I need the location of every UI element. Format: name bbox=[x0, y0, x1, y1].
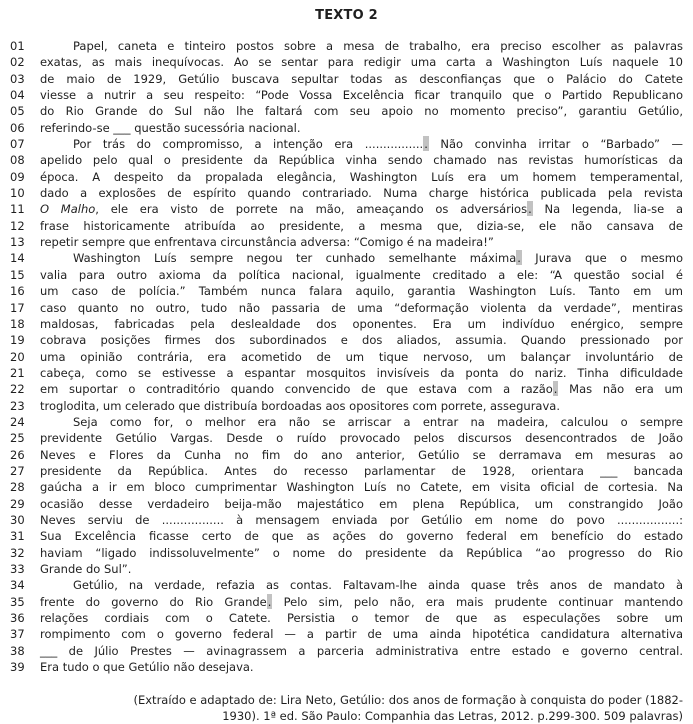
text-segment: troglodita, um celerado que distribuía bordoadas aos opositores com porrete, assegurava. bbox=[40, 398, 560, 413]
text-line-02 bbox=[0, 54, 693, 70]
text-line-27 bbox=[0, 463, 693, 479]
text-line-08 bbox=[0, 152, 693, 168]
document-title: TEXTO 2 bbox=[315, 8, 378, 23]
line-number: 27 bbox=[10, 463, 25, 478]
text-line-18 bbox=[0, 316, 693, 332]
line-number: 25 bbox=[10, 431, 25, 446]
line-text bbox=[40, 479, 683, 495]
text-segment: ___ de Júlio Prestes — avinagrassem a parceria administrativa entre estado e governo central. bbox=[40, 643, 683, 658]
text-line-31 bbox=[0, 528, 693, 544]
line-number: 04 bbox=[10, 88, 25, 103]
line-text bbox=[40, 218, 683, 234]
text-line-07 bbox=[0, 136, 693, 152]
line-number: 15 bbox=[10, 267, 25, 282]
text-line-17 bbox=[0, 300, 693, 316]
text-segment: , ele era visto de porrete na mão, ameaçando os adversários bbox=[95, 202, 528, 217]
line-number: 32 bbox=[10, 545, 25, 560]
text-segment: Sua Excelência ficasse certo de que as ações do governo federal em benefício do estado bbox=[40, 529, 683, 544]
line-number: 11 bbox=[10, 202, 25, 217]
text-line-22 bbox=[0, 381, 693, 397]
text-line-21 bbox=[0, 365, 693, 381]
line-number: 10 bbox=[10, 186, 25, 201]
text-line-38 bbox=[0, 643, 693, 659]
text-line-26 bbox=[0, 447, 693, 463]
line-number: 06 bbox=[10, 120, 25, 135]
text-segment: Neves serviu de ................. à mensagem enviada por Getúlio em nome do povo .................: bbox=[40, 512, 683, 527]
text-line-12 bbox=[0, 218, 693, 234]
line-number: 18 bbox=[10, 316, 25, 331]
text-segment: Grande do Sul”. bbox=[40, 562, 132, 576]
line-text bbox=[40, 430, 683, 446]
text-segment: exatas, as mais inequívocas. Ao se sentar para redigir uma carta a Washington Luís naquele 10 bbox=[40, 55, 683, 70]
line-text bbox=[40, 87, 683, 103]
line-number: 19 bbox=[10, 333, 25, 348]
text-line-23 bbox=[0, 398, 693, 414]
text-segment: em suportar o contraditório quando convencido de que estava com a razão bbox=[40, 382, 553, 397]
numbered-text-body bbox=[0, 38, 693, 675]
text-line-04 bbox=[0, 87, 693, 103]
line-text bbox=[40, 201, 683, 217]
text-segment: gaúcha a ir em bloco cumprimentar Washington Luís no Catete, em visita oficial de cortesia. Na bbox=[40, 480, 683, 495]
text-line-11 bbox=[0, 201, 693, 217]
line-text bbox=[40, 545, 683, 561]
text-segment: uma opinião contrária, era acometido de um tique nervoso, um balançar involuntário de bbox=[40, 349, 683, 364]
text-line-16 bbox=[0, 283, 693, 299]
text-segment: época. A despeito da propalada elegância, Washington Luís era um homem temperamental, bbox=[40, 169, 683, 184]
line-text bbox=[40, 38, 683, 54]
text-line-06 bbox=[0, 120, 693, 136]
line-number: 38 bbox=[10, 643, 25, 658]
line-text bbox=[40, 512, 683, 528]
line-text bbox=[40, 316, 683, 332]
text-segment: presidente da República. Antes do recesso parlamentar de 1928, orientara ___ bancada bbox=[40, 463, 683, 478]
text-line-36 bbox=[0, 610, 693, 626]
line-text bbox=[40, 120, 683, 136]
text-line-13 bbox=[0, 234, 693, 250]
text-line-10 bbox=[0, 185, 693, 201]
source-citation bbox=[0, 692, 693, 724]
highlighted-period: . bbox=[267, 594, 272, 609]
line-number: 31 bbox=[10, 529, 25, 544]
line-text bbox=[40, 594, 683, 610]
text-segment: Era tudo o que Getúlio não desejava. bbox=[40, 660, 254, 675]
line-text bbox=[40, 71, 683, 87]
line-number: 17 bbox=[10, 300, 25, 315]
line-text bbox=[40, 610, 683, 626]
text-segment: um caso de polícia.” Também nunca falara aquilo, garantia Washington Luís. Tanto em um bbox=[40, 284, 683, 299]
text-line-14 bbox=[0, 250, 693, 266]
line-number: 26 bbox=[10, 447, 25, 462]
line-number: 07 bbox=[10, 137, 25, 152]
text-segment: relações cordiais com o Catete. Persistia o temor de que as especulações sobre um bbox=[40, 611, 683, 626]
text-segment: rompimento com o governo federal — a partir de uma ainda hipotética candidatura alternativa bbox=[40, 627, 683, 642]
text-segment: Na legenda, lia-se a bbox=[532, 202, 684, 217]
text-line-37 bbox=[0, 626, 693, 642]
highlighted-period: . bbox=[553, 382, 558, 397]
line-number: 03 bbox=[10, 71, 25, 86]
line-number: 16 bbox=[10, 284, 25, 299]
line-text bbox=[40, 136, 683, 152]
line-text bbox=[40, 332, 683, 348]
text-line-33 bbox=[0, 561, 693, 577]
line-text bbox=[40, 398, 683, 414]
line-text bbox=[40, 577, 683, 593]
line-text bbox=[40, 185, 683, 201]
text-line-05 bbox=[0, 103, 693, 119]
text-segment: de maio de 1929, Getúlio buscava sepultar todas as desconfianças que o Palácio do Catete bbox=[40, 71, 683, 86]
line-number: 01 bbox=[10, 39, 25, 53]
line-number: 12 bbox=[10, 218, 25, 233]
text-line-19 bbox=[0, 332, 693, 348]
line-text bbox=[40, 169, 683, 185]
text-line-15 bbox=[0, 267, 693, 283]
line-number: 21 bbox=[10, 365, 25, 380]
line-number: 34 bbox=[10, 578, 25, 593]
text-line-39 bbox=[0, 659, 693, 675]
line-number: 13 bbox=[10, 235, 25, 250]
line-text bbox=[40, 496, 683, 512]
line-text bbox=[40, 561, 683, 577]
text-segment: maldosas, fabricadas pela deslealdade dos oponentes. Era um indivíduo enérgico, sempre bbox=[40, 316, 683, 331]
line-text bbox=[40, 365, 683, 381]
italic-text: O Malho bbox=[40, 202, 96, 217]
text-segment: Jurava que o mesmo bbox=[521, 251, 683, 266]
highlighted-period: . bbox=[528, 202, 532, 217]
line-text bbox=[40, 250, 683, 266]
text-segment: Getúlio, na verdade, refazia as contas. Faltavam-lhe ainda quase três anos de mandato à bbox=[73, 578, 683, 593]
line-number: 14 bbox=[10, 251, 25, 266]
line-number: 35 bbox=[10, 594, 25, 609]
line-text bbox=[40, 300, 683, 316]
citation-line-1: (Extraído e adaptado de: Lira Neto, Getúlio: dos anos de formação à conquista do poder (1882- bbox=[133, 693, 683, 708]
text-segment: Neves e Flores da Cunha no fim do ano anterior, Getúlio se derramava em mesuras ao bbox=[40, 447, 683, 462]
line-text bbox=[40, 447, 683, 463]
line-number: 39 bbox=[10, 660, 25, 675]
text-segment: Washington Luís sempre negou ter cunhado semelhante máxima bbox=[73, 251, 517, 266]
text-segment: frente do governo do Rio Grande bbox=[40, 594, 267, 609]
text-line-34 bbox=[0, 577, 693, 593]
highlighted-period: . bbox=[424, 137, 428, 152]
text-line-28 bbox=[0, 479, 693, 495]
text-segment: cobrava posições firmes dos subordinados e dos aliados, assumia. Quando pressionado por bbox=[40, 333, 683, 348]
line-text bbox=[40, 152, 683, 168]
line-number: 36 bbox=[10, 611, 25, 626]
line-number: 30 bbox=[10, 512, 25, 527]
text-segment: Seja como for, o melhor era não se arriscar a entrar na madeira, calculou o sempre bbox=[73, 414, 683, 429]
text-line-29 bbox=[0, 496, 693, 512]
text-line-20 bbox=[0, 349, 693, 365]
line-text bbox=[40, 659, 683, 675]
line-number: 28 bbox=[10, 480, 25, 495]
line-text bbox=[40, 283, 683, 299]
text-line-24 bbox=[0, 414, 693, 430]
text-line-30 bbox=[0, 512, 693, 528]
line-text bbox=[40, 103, 683, 119]
line-text bbox=[40, 54, 683, 70]
text-segment: Pelo sim, pelo não, era mais prudente continuar mantendo bbox=[272, 594, 683, 609]
line-text bbox=[40, 414, 683, 430]
line-number: 33 bbox=[10, 562, 25, 576]
line-number: 29 bbox=[10, 496, 25, 511]
line-number: 24 bbox=[10, 414, 25, 429]
text-line-09 bbox=[0, 169, 693, 185]
text-segment: repetir sempre que enfrentava circunstância adversa: “Comigo é na madeira!” bbox=[40, 235, 494, 250]
text-segment: referindo-se ___ questão sucessória nacional. bbox=[40, 120, 301, 135]
line-text bbox=[40, 267, 683, 283]
line-number: 02 bbox=[10, 55, 25, 70]
line-number: 05 bbox=[10, 104, 25, 119]
text-segment: haviam “ligado indissoluvelmente” o nome do presidente da República “ao progresso do Rio bbox=[40, 545, 683, 560]
text-segment: Papel, caneta e tinteiro postos sobre a mesa de trabalho, era preciso escolher as palavras bbox=[73, 39, 683, 53]
line-number: 22 bbox=[10, 382, 25, 397]
text-line-35 bbox=[0, 594, 693, 610]
text-segment: frase historicamente atribuída ao presidente, a mesma que, dizia-se, ele não cansava de bbox=[40, 218, 683, 233]
text-segment: viesse a nutrir a seu respeito: “Pode Vossa Excelência ficar tranquilo que o Partido Republicano bbox=[40, 88, 683, 103]
line-number: 09 bbox=[10, 169, 25, 184]
text-segment: Por trás do compromisso, a intenção era ................ bbox=[73, 137, 424, 152]
line-number: 37 bbox=[10, 627, 25, 642]
text-line-01 bbox=[0, 38, 693, 54]
line-text bbox=[40, 463, 683, 479]
text-segment: valia para outro axioma da política nacional, igualmente creditado a ele: “A questão social é bbox=[40, 267, 683, 282]
text-segment: caso quanto no outro, tudo não passaria de uma “deformação violenta da verdade”, mentiras bbox=[40, 300, 683, 315]
line-text bbox=[40, 643, 683, 659]
line-number: 08 bbox=[10, 153, 25, 168]
citation-line-2: 1930). 1ª ed. São Paulo: Companhia das Letras, 2012. p.299-300. 509 palavras) bbox=[222, 709, 683, 724]
line-text bbox=[40, 349, 683, 365]
text-segment: do Rio Grande do Sul não lhe faltará com seu apoio no momento preciso”, garantiu Getúlio, bbox=[40, 104, 683, 119]
line-text bbox=[40, 626, 683, 642]
line-number: 20 bbox=[10, 349, 25, 364]
text-segment: ocasião desse verdadeiro beija-mão majestático em plena República, um constrangido João bbox=[40, 496, 683, 511]
text-segment: apelido pelo qual o presidente da República vinha sendo chamado nas revistas humorísticas da bbox=[40, 153, 683, 168]
text-segment: cabeça, como se estivesse a espantar mosquitos invisíveis da ponta do nariz. Tinha dificuldade bbox=[40, 365, 683, 380]
line-text bbox=[40, 381, 683, 397]
line-text bbox=[40, 528, 683, 544]
text-segment: Não convinha irritar o “Barbado” — bbox=[428, 137, 683, 152]
text-line-32 bbox=[0, 545, 693, 561]
text-line-03 bbox=[0, 71, 693, 87]
text-line-25 bbox=[0, 430, 693, 446]
line-number: 23 bbox=[10, 398, 25, 413]
highlighted-period: . bbox=[517, 251, 521, 266]
text-segment: previdente Getúlio Vargas. Desde o ruído provocado pelos discursos desencontrados de João bbox=[40, 431, 683, 446]
text-segment: dado a explosões de espírito quando contrariado. Numa charge histórica publicada pela revista bbox=[40, 186, 683, 201]
text-segment: Mas não era um bbox=[558, 382, 684, 397]
line-text bbox=[40, 234, 683, 250]
